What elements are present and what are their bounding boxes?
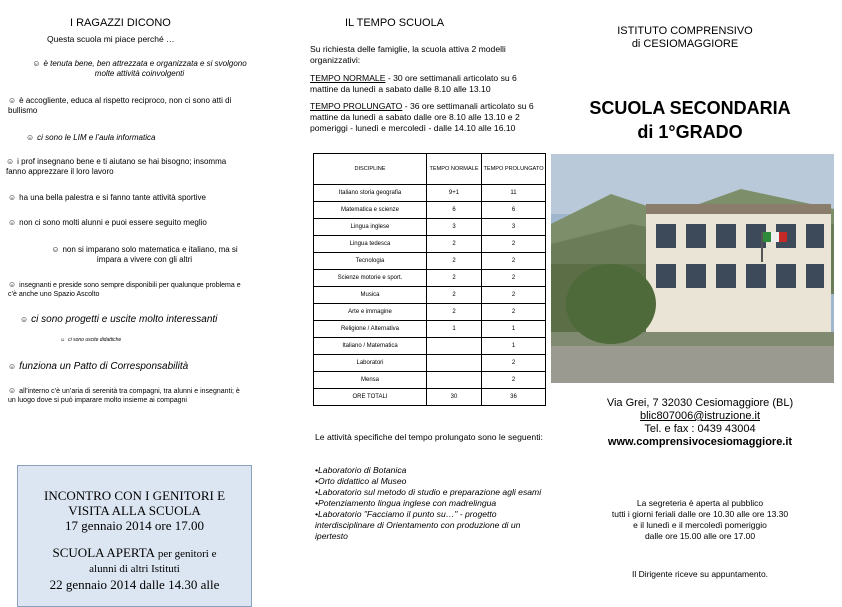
open-day-box bbox=[17, 465, 252, 607]
table-header-cell: TEMPO PROLUNGATO bbox=[482, 154, 546, 185]
activities-intro: Le attività specifiche del tempo prolungato sono le seguenti: bbox=[315, 432, 543, 442]
table-row: Arte e immagine 2 2 bbox=[314, 304, 546, 321]
table-row: Lingua tedesca 2 2 bbox=[314, 236, 546, 253]
address: Via Grei, 7 32030 Cesiomaggiore (BL) bbox=[606, 397, 794, 409]
table-header-cell: DISCIPLINE bbox=[314, 154, 427, 185]
left-title: I RAGAZZI DICONO bbox=[70, 17, 171, 29]
quote-item: ☺ ha una bella palestra e si fanno tante attività sportive bbox=[8, 193, 206, 202]
activities-list bbox=[315, 465, 545, 542]
website-link[interactable]: www.comprensivocesiomaggiore.it bbox=[607, 436, 793, 448]
quote-item: ☺ ci sono uscite didattiche bbox=[60, 337, 122, 343]
principal-note: Il Dirigente riceve su appuntamento. bbox=[631, 569, 769, 579]
list-item: •Potenziamento lingua inglese con madrelingua bbox=[315, 498, 497, 508]
quote-item: ☺ funziona un Patto di Corresponsabilità bbox=[8, 361, 189, 372]
smiley-icon: ☺ bbox=[6, 157, 15, 166]
table-header-row bbox=[314, 154, 546, 185]
smiley-icon: ☺ bbox=[8, 362, 17, 371]
box-line5: alunni di altri Istituti bbox=[89, 563, 180, 575]
table-row: Lingua inglese 3 3 bbox=[314, 219, 546, 236]
phone: Tel. e fax : 0439 43004 bbox=[644, 423, 756, 435]
list-item: •Laboratorio di Botanica bbox=[315, 465, 407, 475]
table-row: ORE TOTALI 30 36 bbox=[314, 389, 546, 406]
quote-item: ☺ ci sono progetti e uscite molto interessanti bbox=[20, 314, 218, 325]
smiley-icon: ☺ bbox=[8, 218, 17, 227]
table-row: Laboratori 2 bbox=[314, 355, 546, 372]
smiley-icon: ☺ bbox=[51, 245, 60, 254]
table-row: Religione / Alternativa 1 1 bbox=[314, 321, 546, 338]
middle-title: IL TEMPO SCUOLA bbox=[345, 17, 445, 29]
tempo-prolungato: TEMPO PROLUNGATO - 36 ore settimanali articolato su 6 mattine da lunedì a sabato dalle ore 8.10 alle 13.10 e 2 pomeriggi - lunedì e mercoledì - dalle 14.10 alle 16.10 bbox=[310, 101, 534, 133]
school-building-image bbox=[551, 154, 834, 383]
list-item: •Laboratorio "Facciamo il punto su…" - progetto interdisciplinare di Orientamento con produzione di un ipertesto bbox=[315, 509, 521, 541]
box-line3: 17 gennaio 2014 ore 17.00 bbox=[64, 518, 204, 533]
quote-item: ☺ all’interno c’è un’aria di serenità tra compagni, tra alunni e insegnanti; è un luogo dove si può imparare molto insieme ai compagni bbox=[8, 386, 240, 404]
institute-name: ISTITUTO COMPRENSIVO di CESIOMAGGIORE bbox=[617, 25, 753, 50]
box-line2: VISITA ALLA SCUOLA bbox=[68, 503, 201, 518]
smiley-icon: ☺ bbox=[26, 133, 35, 142]
box-line4: SCUOLA APERTA per genitori e bbox=[52, 545, 217, 560]
table-header-cell: TEMPO NORMALE bbox=[427, 154, 482, 185]
table-row: Musica 2 2 bbox=[314, 287, 546, 304]
table-row: Mensa 2 bbox=[314, 372, 546, 389]
box-line1: INCONTRO CON I GENITORI E bbox=[43, 488, 226, 503]
smiley-icon: ☺ bbox=[20, 315, 29, 324]
quote-item: ☺ è tenuta bene, ben attrezzata e organizzata e si svolgono molte attività coinvolgenti bbox=[32, 59, 247, 78]
school-title: SCUOLA SECONDARIA di 1°GRADO bbox=[589, 98, 791, 142]
school-building-photo bbox=[551, 154, 834, 383]
table-row: Matematica e scienze 6 6 bbox=[314, 202, 546, 219]
quote-item: ☺ non ci sono molti alunni e puoi essere seguito meglio bbox=[8, 218, 207, 227]
office-hours: La segreteria è aperta al pubblico tutti i giorni feriali dalle ore 10.30 alle ore 13.30 e il lunedì e il mercoledì pomeriggio dalle ore 15.00 alle ore 17.00 bbox=[611, 498, 789, 541]
table-row: Scienze motorie e sport. 2 2 bbox=[314, 270, 546, 287]
smiley-icon: ☺ bbox=[8, 193, 17, 202]
smiley-icon: ☺ bbox=[32, 59, 41, 68]
intro-text: Su richiesta delle famiglie, la scuola attiva 2 modelli organizzativi: bbox=[310, 44, 506, 65]
schedule-table bbox=[313, 153, 546, 406]
contact-block bbox=[575, 397, 825, 449]
smiley-icon: ☺ bbox=[8, 96, 17, 105]
email-link[interactable]: blic807006@istruzione.it bbox=[639, 410, 760, 422]
smiley-icon: ☺ bbox=[8, 386, 17, 395]
quote-item: ☺ non si imparano solo matematica e italiano, ma si impara a vivere con gli altri bbox=[51, 245, 238, 264]
smiley-icon: ☺ bbox=[8, 280, 17, 289]
list-item: •Orto didattico al Museo bbox=[315, 476, 407, 486]
table-row: Tecnologia 2 2 bbox=[314, 253, 546, 270]
left-subtitle: Questa scuola mi piace perché … bbox=[47, 34, 175, 44]
tempo-normale: TEMPO NORMALE - 30 ore settimanali articolato su 6 mattine da lunedì a sabato dalle 8.10 alle 13.10 bbox=[310, 73, 517, 94]
quote-item: ☺ ci sono le LIM e l’aula informatica bbox=[26, 133, 156, 142]
box-line6: 22 gennaio 2014 dalle 14.30 alle bbox=[49, 577, 220, 592]
quote-item: ☺ insegnanti e preside sono sempre disponibili per qualunque problema e c’è anche uno Spazio Ascolto bbox=[8, 280, 241, 298]
table-row: Italiano storia geografia 9+1 11 bbox=[314, 185, 546, 202]
table-row: Italiano / Matematica 1 bbox=[314, 338, 546, 355]
quote-item: ☺ è accogliente, educa al rispetto reciproco, non ci sono atti di bullismo bbox=[8, 96, 232, 115]
quote-item: ☺ i prof insegnano bene e ti aiutano se hai bisogno; insomma fanno apprezzare il loro lavoro bbox=[6, 157, 227, 176]
smiley-icon: ☺ bbox=[60, 337, 66, 343]
list-item: •Laboratorio sul metodo di studio e preparazione agli esami bbox=[315, 487, 542, 497]
